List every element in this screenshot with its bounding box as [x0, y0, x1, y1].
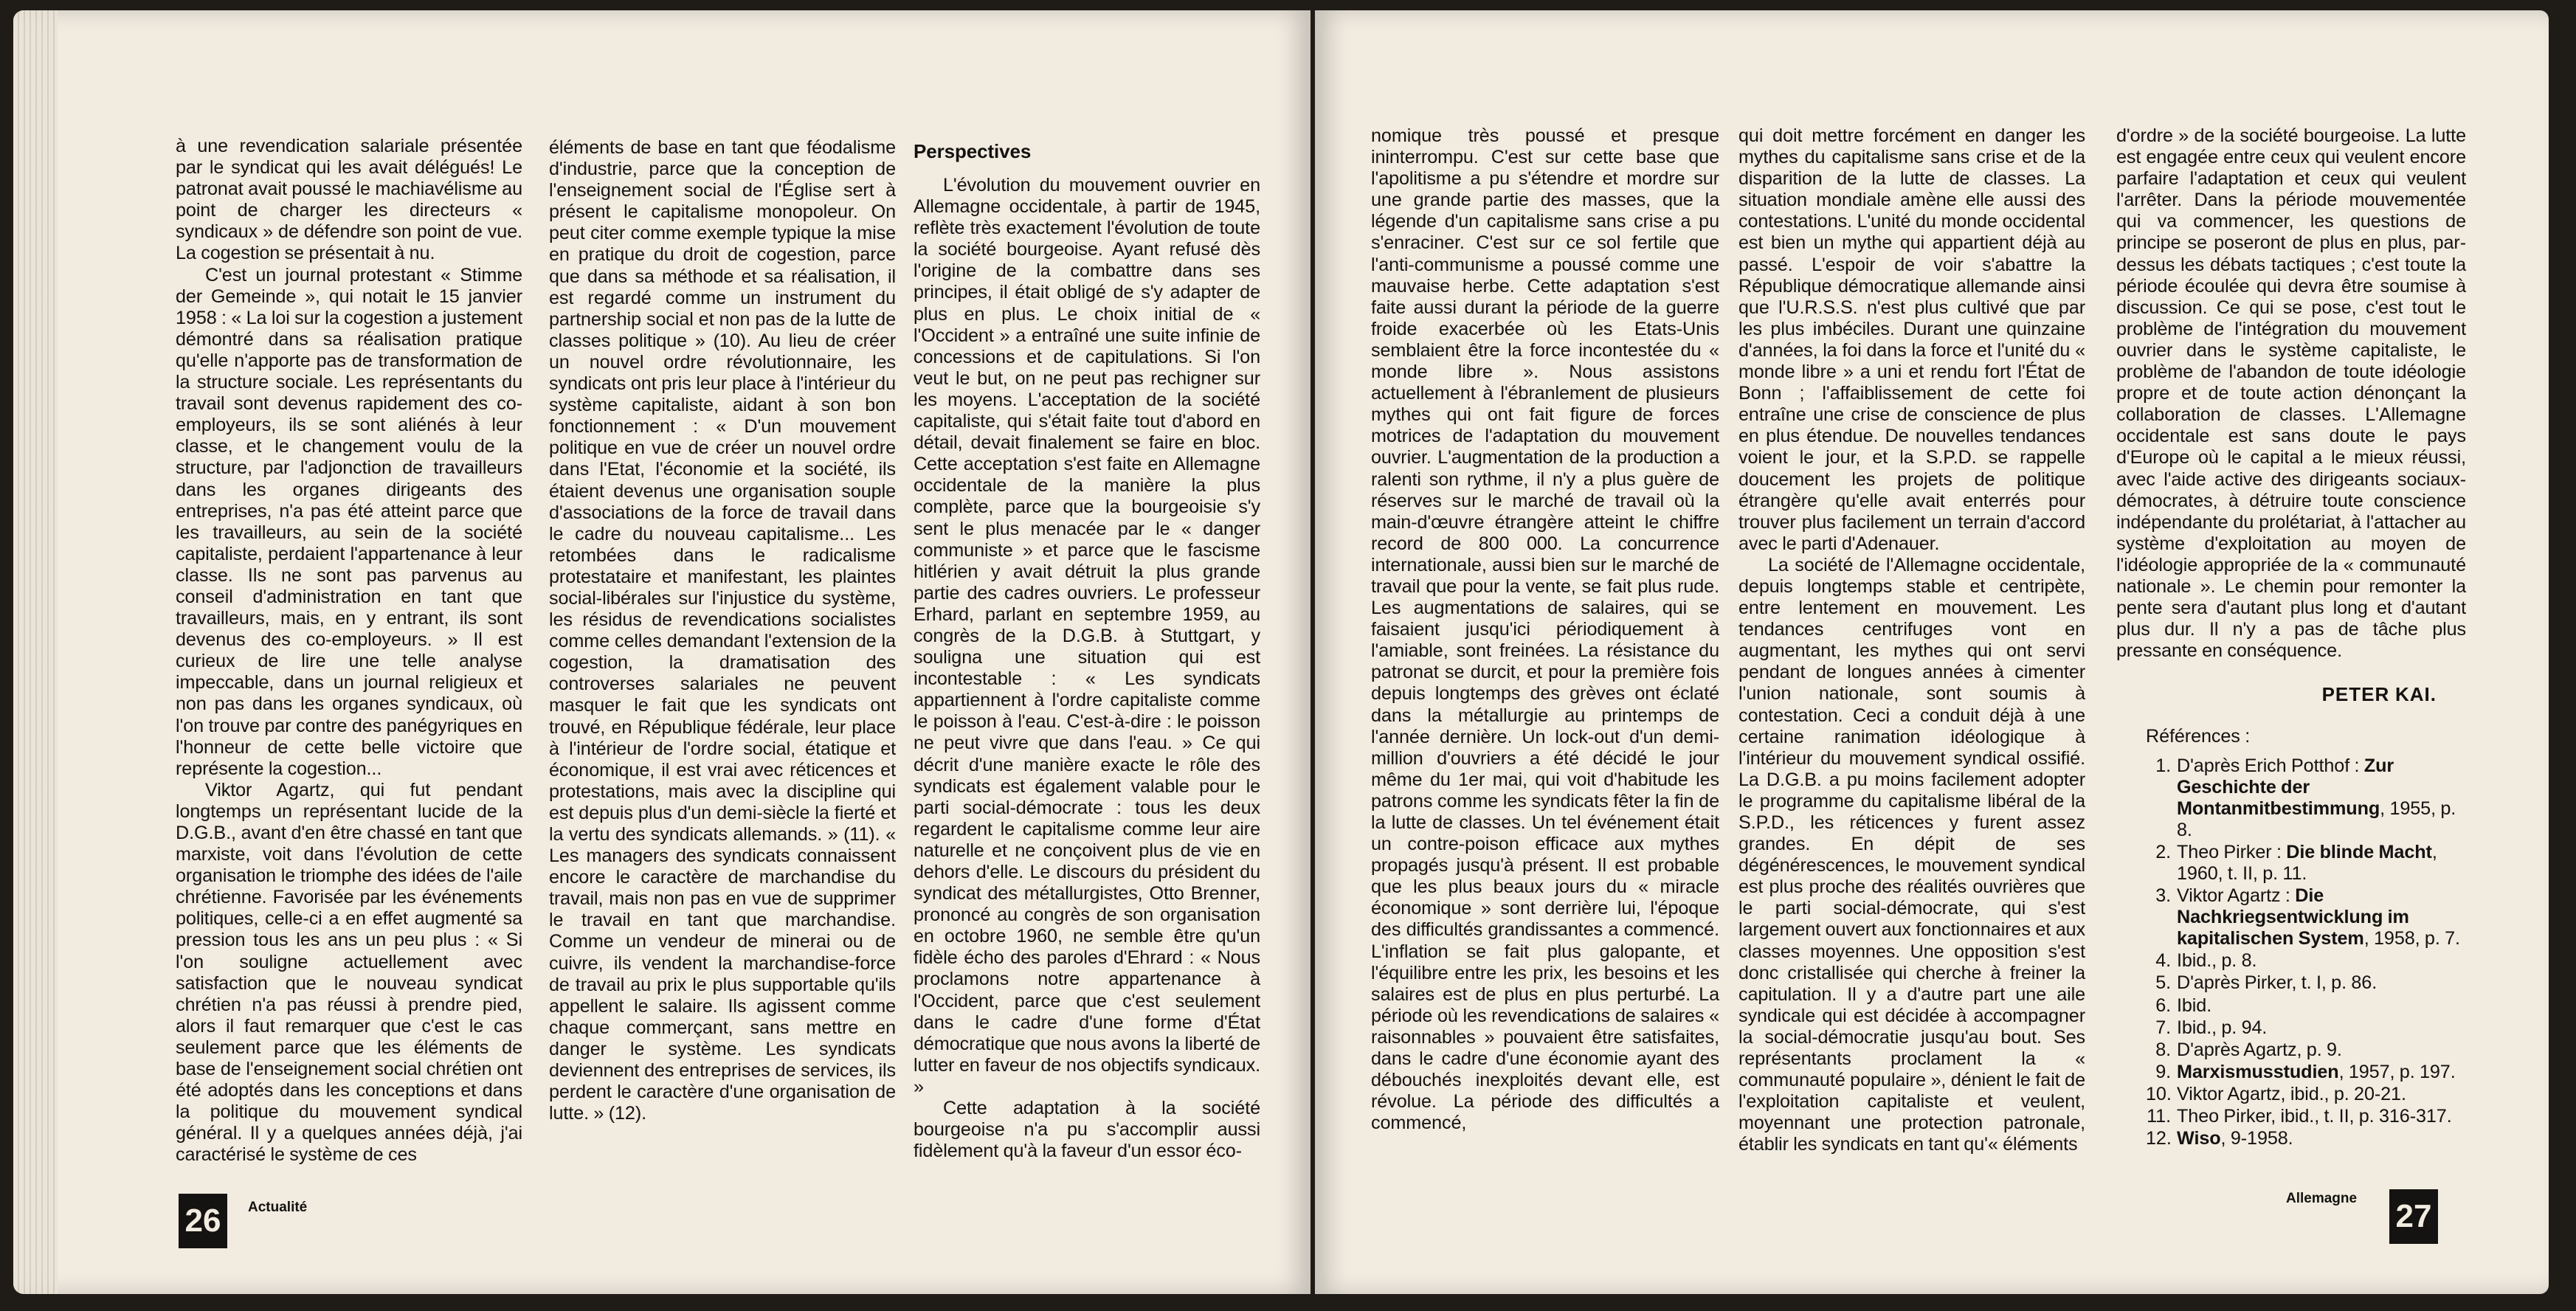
paragraph: La société de l'Allemagne occidentale, depuis longtemps stable et centripète, entre lentement en mouvement. Les tendances centrifuges vont en augmentant, les mythes qui ont servi pendant de longues années à cimenter l'union nationale, sont soumis à contestation. Ceci a conduit déjà à une certaine ranimation idéologique à l'intérieur du mouvement syndical ossifié. La D.G.B. a pu moins facilement adopter le programme du capitalisme libéral de la S.P.D., les réticences y furent assez grandes. En dépit de ses dégénérescences, le mouvement syndical est plus proche des réalités ouvrières que le parti social-démocrate, qui s'est largement ouvert aux fonctionnaires et aux classes moyennes. Une opposition s'est donc cristallisée qui cherche à freiner la capitulation. Il y a d'autre part une aile syndicale qui est décidée à accompagner la social-démocratie jusqu'au bout. Ses représentants proclament la « communauté populaire », dénient le fait de l'exploitation capitaliste et veulent, moyennant une protection patronale, établir les syndicats en tant qu'« éléments — [1738, 554, 2085, 1155]
reference-text: Viktor Agartz, ibid., p. 20-21. — [2177, 1083, 2406, 1104]
left-column-1 — [176, 136, 522, 1166]
reference-number: 10. — [2146, 1083, 2172, 1104]
reference-text: D'après Agartz, p. 9. — [2177, 1039, 2342, 1060]
right-column-1 — [1371, 125, 1719, 1134]
reference-text: D'après Erich Potthof : — [2177, 755, 2364, 776]
reference-item — [2116, 885, 2466, 949]
reference-text: Ibid., p. 8. — [2177, 950, 2257, 972]
running-head: Allemagne — [2286, 1191, 2358, 1206]
reference-item — [2116, 972, 2466, 994]
left-column-2 — [549, 137, 896, 1124]
section-heading: Perspectives — [914, 140, 1032, 162]
reference-number: 7. — [2155, 1017, 2171, 1038]
reference-number: 3. — [2155, 885, 2171, 907]
reference-title: Wiso — [2177, 1128, 2221, 1149]
references-title: Références : — [2146, 726, 2251, 747]
reference-number: 12. — [2146, 1128, 2172, 1149]
author-signature: PETER KAI. — [2321, 683, 2437, 706]
right-page — [1315, 10, 2549, 1294]
reference-item — [2116, 1040, 2466, 1061]
reference-text: Theo Pirker : — [2177, 841, 2287, 862]
reference-number: 6. — [2155, 995, 2171, 1016]
reference-text: D'après Pirker, t. I, p. 86. — [2177, 972, 2378, 994]
reference-text: Ibid., p. 94. — [2177, 1017, 2268, 1038]
reference-details: , 1960, t. II, p. 11. — [2177, 841, 2437, 884]
paragraph: à une revendication salariale présentée par le syndicat qui les avait délégués! Le patronat avait poussé le machiavélisme au point de charger les directeurs « syndicaux » de défendre son point de vue. La cogestion se présentait à nu. — [176, 136, 522, 264]
paragraph: qui doit mettre forcément en danger les mythes du capitalisme sans crise et de la disparition de la lutte de classes. La situation mondiale amène elle aussi des contestations. L'unité du monde occidental est bien un mythe qui appartient déjà au passé. L'espoir de voir s'abattre la République démocratique allemande ainsi que l'U.R.S.S. n'est plus cultivé que par les plus imbéciles. Durant une quinzaine d'années, la foi dans la force et l'unité du « monde libre » a uni et rendu fort l'État de Bonn ; l'affaiblissement de cette foi entraîne une crise de conscience de plus en plus étendue. De nouvelles tendances voient le jour, et la S.P.D. se rappelle doucement les projets de politique étrangère qu'elle avait enterrés pour trouver plus facilement un terrain d'accord avec le parti d'Adenauer. — [1738, 125, 2085, 554]
page-number: 26 — [179, 1194, 227, 1248]
reference-title: Die blinde Macht — [2286, 841, 2432, 862]
left-column-3 — [914, 140, 1260, 1162]
paragraph: Viktor Agartz, qui fut pendant longtemps un représentant lucide de la D.G.B., avant d'en être chassé en tant que marxiste, voit dans l'évolution de cette organisation le triomphe des idées de l'aile chrétienne. Favorisée par les événements politiques, celle-ci a en effet augmenté sa pression tous les ans un peu plus : « Si l'on souligne actuellement avec satisfaction que le nouveau syndicat chrétien n'a pas réussi à prendre pied, alors il faut remarquer que c'est le cas seulement parce que les éléments de base de l'enseignement social chrétien ont été adoptés dans les conceptions et dans la politique du mouvement syndical général. Il y a quelques années déjà, j'ai caractérisé le système de ces — [176, 779, 522, 1166]
reference-item — [2116, 1062, 2466, 1083]
reference-details: , 9-1958. — [2220, 1128, 2293, 1149]
page-edges — [13, 10, 58, 1294]
reference-item — [2116, 1084, 2466, 1105]
reference-text: Theo Pirker, ibid., t. II, p. 316-317. — [2177, 1106, 2452, 1127]
page-number: 27 — [2389, 1189, 2438, 1244]
reference-item — [2116, 950, 2466, 972]
reference-title: Zur Geschichte der Montanmitbestimmung — [2177, 755, 2394, 819]
reference-item — [2116, 1017, 2466, 1039]
paragraph: d'ordre » de la société bourgeoise. La lutte est engagée entre ceux qui veulent encore parfaire l'adaptation et ceux qui veulent l'arrêter. Dans la période mouvementée qui va commencer, les questions de principe se poseront de plus en plus, par-dessus les débats tactiques ; c'est toute la période écoulée qui devra être soumise à discussion. Ce qui se pose, c'est tout le problème de l'intégration du mouvement ouvrier dans le système capitaliste, le problème de l'abandon de toute idéologie propre et de toute action dénonçant la collaboration de classes. L'Allemagne occidentale est sans doute le pays d'Europe où le capital a le mieux réussi, avec l'aide active des dirigeants sociaux-démocrates, à détruire toute conscience indépendante du prolétariat, à l'attacher au système d'exploitation au moyen de l'idéologie appropriée de la « communauté nationale ». Le chemin pour remonter la pente sera d'autant plus long et d'autant plus dur. Il n'y a pas de tâche plus pressante en conséquence. — [2116, 125, 2466, 662]
paragraph: Cette adaptation à la société bourgeoise n'a pu s'accomplir aussi fidèlement qu'à la faveur d'un essor éco- — [914, 1098, 1260, 1162]
reference-number: 11. — [2147, 1106, 2171, 1127]
right-column-2 — [1738, 125, 2085, 1156]
paragraph: C'est un journal protestant « Stimme der Gemeinde », qui notait le 15 janvier 1958 : « La loi sur la cogestion a justement démontré dans sa réalisation pratique qu'elle n'apporte pas de transformation de la structure sociale. Les représentants du travail sont devenus rapidement des co-employeurs, ils se sont aliénés à leur classe, et le changement voulu de la structure, par l'adjonction de travailleurs dans les organes dirigeants des entreprises, n'a pas été atteint parce que les travailleurs, au sein de la société capitaliste, perdaient l'appartenance à leur classe. Ils ne sont pas parvenus au conseil d'administration en tant que travailleurs, mais, en y entrant, ils sont devenus des co-employeurs. » Il est curieux de lire une telle analyse impeccable, dans un journal religieux et non pas dans les organes syndicaux, où l'on trouve par contre des panégyriques en l'honneur de cette belle victoire que représente la cogestion... — [176, 264, 522, 779]
reference-number: 8. — [2155, 1039, 2171, 1060]
reference-title: Marxismusstudien — [2177, 1061, 2339, 1082]
right-column-3 — [2116, 125, 2466, 1150]
reference-item — [2116, 995, 2466, 1017]
references-list — [2116, 755, 2466, 1150]
reference-details: , 1957, p. 197. — [2338, 1061, 2456, 1082]
running-head: Actualité — [248, 1200, 308, 1215]
reference-title: Die Nachkriegsentwicklung im kapitalischen System — [2177, 885, 2409, 949]
reference-text: Viktor Agartz : — [2177, 885, 2296, 907]
reference-number: 5. — [2155, 972, 2171, 994]
paragraph: nomique très poussé et presque ininterrompu. C'est sur cette base que l'apolitisme a pu s'étendre et mordre sur une grande partie des masses, que la légende d'un capitalisme sans crise a pu s'enraciner. C'est sur ce sol fertile que l'anti-communisme a poussé comme une mauvaise herbe. Cette adaptation s'est faite aussi durant la période de la guerre froide exacerbée où les Etats-Unis semblaient être la force incontestée du « monde libre ». Nous assistons actuellement à l'ébranlement de plusieurs mythes qui ont fait figure de forces motrices de l'adaptation du mouvement ouvrier. L'augmentation de la production a ralenti son rythme, il n'y a plus guère de réserves sur le marché de travail où la main-d'œuvre étrangère atteint le chiffre record de 800 000. La concurrence internationale, aussi bien sur le marché de travail que pour la vente, se fait plus rude. Les augmentations de salaires, qui se faisaient jusqu'ici périodiquement à l'amiable, sont freinées. La résistance du patronat se durcit, et pour la première fois depuis longtemps des grèves ont éclaté dans la métallurgie au printemps de l'année dernière. Un lock-out d'un demi-million d'ouvriers a été décidé le jour même du 1er mai, qui voit d'habitude les patrons comme les syndicats fêter la fin de la lutte de classes. Un tel événement était un contre-poison efficace aux mythes propagés jusqu'à présent. Il est probable que les plus beaux jours du « miracle économique » sont derrière lui, l'époque des difficultés grandissantes a commencé. L'inflation se fait plus galopante, et l'équilibre entre les prix, les besoins et les salaires est de plus en plus perturbé. La période où les revendications de salaires « raisonnables » pouvaient être satisfaites, dans le cadre d'une économie ayant des débouchés inexploités devant elle, est révolue. La période des difficultés a commencé, — [1371, 125, 1719, 1134]
reference-number: 1. — [2155, 755, 2171, 776]
paragraph: L'évolution du mouvement ouvrier en Allemagne occidentale, à partir de 1945, reflète très exactement l'évolution de toute la société bourgeoise. Ayant refusé dès l'origine de la combattre dans ses principes, il était obligé de s'y adapter de plus en plus. Le choix initial de « l'Occident » a entraîné une suite infinie de concessions et de capitulations. Si l'on veut le but, on ne peut pas rechigner sur les moyens. L'acceptation de la société capitaliste, qui s'était faite tout d'abord en détail, devait finalement se faire en bloc. Cette acceptation s'est faite en Allemagne occidentale de la manière la plus complète, parce que la bourgeoisie s'y sent le plus menacée par le « danger communiste » et parce que le fascisme hitlérien y avait détruit la plus grande partie des cadres ouvriers. Le professeur Erhard, parlant en septembre 1959, au congrès de la D.G.B. à Stuttgart, y souligna une situation qui est incontestable : « Les syndicats appartiennent à l'ordre capitaliste comme le poisson à l'eau. C'est-à-dire : le poisson ne peut vivre que dans l'eau. » Ce qui décrit d'une manière exacte le rôle des syndicats est également valable pour le parti social-démocrate : tous les deux regardent le capitalisme comme leur aire naturelle et ne conçoivent plus de vie en dehors d'elle. Le discours du président du syndicat des métallurgistes, Otto Brenner, prononcé au congrès de son organisation en octobre 1960, ne semble être qu'un fidèle écho des paroles d'Ehrard : « Nous proclamons notre appartenance à l'Occident, parce que c'est seulement dans le cadre d'une forme d'État démocratique que nous avons la liberté de lutter en faveur de nos objectifs syndicaux. » — [914, 175, 1260, 1097]
reference-item — [2116, 1128, 2466, 1149]
reference-item — [2116, 1106, 2466, 1127]
reference-text: Ibid. — [2177, 995, 2212, 1016]
reference-details: , 1955, p. 8. — [2177, 798, 2456, 840]
reference-details: , 1958, p. 7. — [2363, 928, 2460, 949]
paragraph: éléments de base en tant que féodalisme d'industrie, parce que la conception de l'enseignement social de l'Église sert à présent le capitalisme monopoleur. On peut citer comme exemple typique la mise en pratique du droit de cogestion, parce que dans sa méthode et sa réalisation, il est regardé comme un instrument du partnership social et non pas de la lutte de classes politique » (10). Au lieu de créer un nouvel ordre révolutionnaire, les syndicats ont pris leur place à l'intérieur du système capitaliste, aidant à son bon fonctionnement : « D'un mouvement politique en vue de créer un nouvel ordre dans l'Etat, l'économie et la société, ils étaient devenus une organisation souple d'associations de la force de travail dans le cadre du nouveau capitalisme... Les retombées dans le radicalisme protestataire et manifestant, les plaintes social-libérales sur l'injustice du système, les résidus de revendications socialistes comme celles demandant l'extension de la cogestion, la dramatisation des controverses salariales ne peuvent masquer le fait que les syndicats ont trouvé, en République fédérale, leur place à l'intérieur de l'ordre social, étatique et économique, il est vrai avec réticences et protestations, mais avec la discipline qui est depuis plus d'un demi-siècle la fierté et la vertu des syndicats allemands. » (11). « Les managers des syndicats connaissent encore le caractère de marchandise du travail, mais non pas en vue de supprimer le travail en tant que marchandise. Comme un vendeur de minerai ou de cuivre, ils vendent la marchandise-force de travail au prix le plus supportable qu'ils appellent le salaire. Ils agissent comme chaque commerçant, sans mettre en danger le système. Les syndicats deviennent des entreprises de services, ils perdent le caractère d'une organisation de lutte. » (12). — [549, 137, 896, 1124]
reference-number: 4. — [2155, 950, 2171, 972]
reference-item — [2116, 755, 2466, 841]
reference-number: 9. — [2155, 1061, 2171, 1082]
left-page — [13, 10, 1311, 1294]
reference-number: 2. — [2155, 841, 2171, 862]
reference-item — [2116, 842, 2466, 885]
